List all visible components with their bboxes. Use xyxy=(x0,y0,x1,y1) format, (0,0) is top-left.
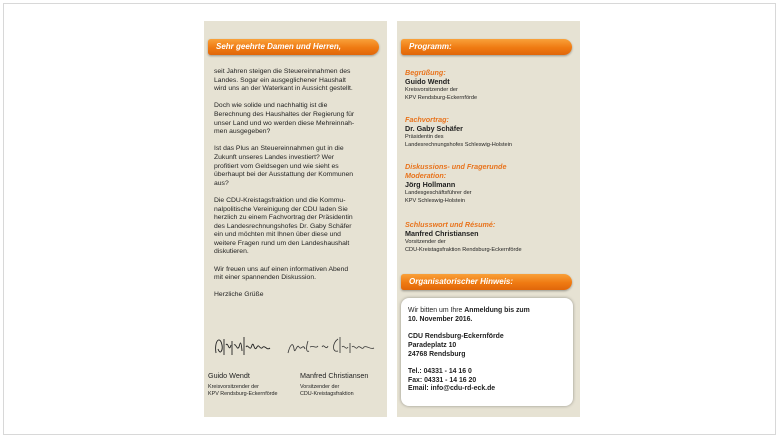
program-item-1 xyxy=(405,68,577,102)
signer-1-name: Guido Wendt xyxy=(208,371,250,380)
role-line: Vorsitzender der xyxy=(300,384,340,390)
text-line: seit Jahren steigen die Steuereinnahmen des xyxy=(214,68,351,75)
signer-1-role xyxy=(208,384,278,398)
registration-note-box xyxy=(401,298,573,406)
text-line: Landes. Sogar ein ausgeglichener Haushalt xyxy=(214,76,346,84)
item-role xyxy=(405,238,577,254)
role-line: KPV Rendsburg-Eckernförde xyxy=(208,391,278,397)
role-line: Kreisvorsitzender der xyxy=(405,87,458,93)
text-line: nalpolitische Vereinigung der CDU laden Sie xyxy=(214,205,348,213)
role-line: Landesrechnungshofes Schleswig-Holstein xyxy=(405,142,512,148)
greeting-text: Herzliche Grüße xyxy=(214,291,264,299)
registration-line-1 xyxy=(408,307,567,316)
paragraph-2 xyxy=(214,102,384,136)
signature-christiansen-image xyxy=(284,331,380,359)
item-title: Schlusswort und Résumé: xyxy=(405,220,496,229)
text-line: Doch wie solide und nachhaltig ist die xyxy=(214,102,328,110)
letter-body xyxy=(214,68,384,309)
salutation-banner: Sehr geehrte Damen und Herren, xyxy=(208,39,379,55)
text-line: unser Land und wo werden diese Mehreinnah- xyxy=(214,119,355,127)
text-line: men ausgegeben? xyxy=(214,128,271,136)
item-name: Guido Wendt xyxy=(405,77,450,86)
email: Email: info@cdu-rd-eck.de xyxy=(408,385,496,393)
signer-2-name: Manfred Christiansen xyxy=(300,371,369,380)
role-line: Kreisvorsitzender der xyxy=(208,384,259,390)
role-line: KPV Rendsburg-Eckernförde xyxy=(405,95,478,101)
text-line: diskutieren. xyxy=(214,248,249,256)
registration-date: 10. November 2016. xyxy=(408,315,473,323)
address-city: 24768 Rendsburg xyxy=(408,350,466,358)
text-line: wird uns an der Waterkant in Aussicht gestellt. xyxy=(214,85,353,93)
role-line: Landesgeschäftsführer der xyxy=(405,190,472,196)
item-role xyxy=(405,133,577,149)
text-line: profitiert vom Geldsegen und wie sieht es xyxy=(214,162,339,170)
text-line: Berechnung des Haushaltes der Regierung für xyxy=(214,110,355,118)
greeting xyxy=(214,291,384,300)
paragraph-4 xyxy=(214,197,384,257)
text-line: aus? xyxy=(214,179,229,187)
text-line: überhaupt bei der Ausstattung der Kommunen xyxy=(214,171,354,179)
item-title: Diskussions- und Fragerunde xyxy=(405,162,507,171)
text-line: Zukunft unseres Landes investiert? Wer xyxy=(214,153,335,161)
address-org: CDU Rendsburg-Eckernförde xyxy=(408,333,504,341)
text-line: Wir freuen uns auf einen informativen Abend xyxy=(214,265,349,273)
role-line: Vorsitzender der xyxy=(405,239,446,245)
letter-panel xyxy=(204,21,387,417)
page-frame xyxy=(3,3,776,435)
text-line: mit einer spannenden Diskussion. xyxy=(214,274,317,282)
signature-wendt-image xyxy=(210,331,274,359)
item-title: Fachvortrag: xyxy=(405,115,449,124)
item-name: Jörg Hollmann xyxy=(405,180,456,189)
program-item-2 xyxy=(405,115,577,149)
organizational-note-banner: Organisatorischer Hinweis: xyxy=(401,274,572,290)
item-name: Dr. Gaby Schäfer xyxy=(405,124,463,133)
paragraph-3 xyxy=(214,145,384,188)
text-line: Ist das Plus an Steuereinnahmen gut in die xyxy=(214,145,344,153)
item-title: Begrüßung: xyxy=(405,68,446,77)
text-line: herzlich zu einem Fachvortrag der Präsidentin xyxy=(214,214,353,222)
program-banner: Programm: xyxy=(401,39,572,55)
role-line: Präsidentin des xyxy=(405,134,444,140)
fax: Fax: 04331 - 14 16 20 xyxy=(408,376,477,384)
item-name: Manfred Christiansen xyxy=(405,229,479,238)
role-line: CDU-Kreistagsfraktion Rendsburg-Eckernförde xyxy=(405,247,522,253)
paragraph-5 xyxy=(214,266,384,283)
item-role xyxy=(405,86,577,102)
address-street: Paradeplatz 10 xyxy=(408,341,457,349)
program-item-3 xyxy=(405,162,577,205)
role-line: KPV Schleswig-Holstein xyxy=(405,198,466,204)
text-line: Die CDU-Kreistagsfraktion und die Kommu- xyxy=(214,196,346,204)
text-line: weitere Fragen rund um den Landeshaushalt xyxy=(214,239,350,247)
phone: Tel.: 04331 - 14 16 0 xyxy=(408,367,472,375)
program-item-4 xyxy=(405,220,577,254)
registration-deadline-label: Anmeldung bis zum xyxy=(464,307,530,314)
text-line: des Landesrechnungshofes Dr. Gaby Schäfer xyxy=(214,222,352,230)
signer-2-role xyxy=(300,384,354,398)
item-subtitle: Moderation: xyxy=(405,171,447,180)
role-line: CDU-Kreistagsfraktion xyxy=(300,391,354,397)
paragraph-1 xyxy=(214,68,384,94)
item-role xyxy=(405,189,577,205)
text-line: ein und möchten mit Ihnen über diese und xyxy=(214,231,341,239)
text-line: Wir bitten um Ihre xyxy=(408,307,465,314)
